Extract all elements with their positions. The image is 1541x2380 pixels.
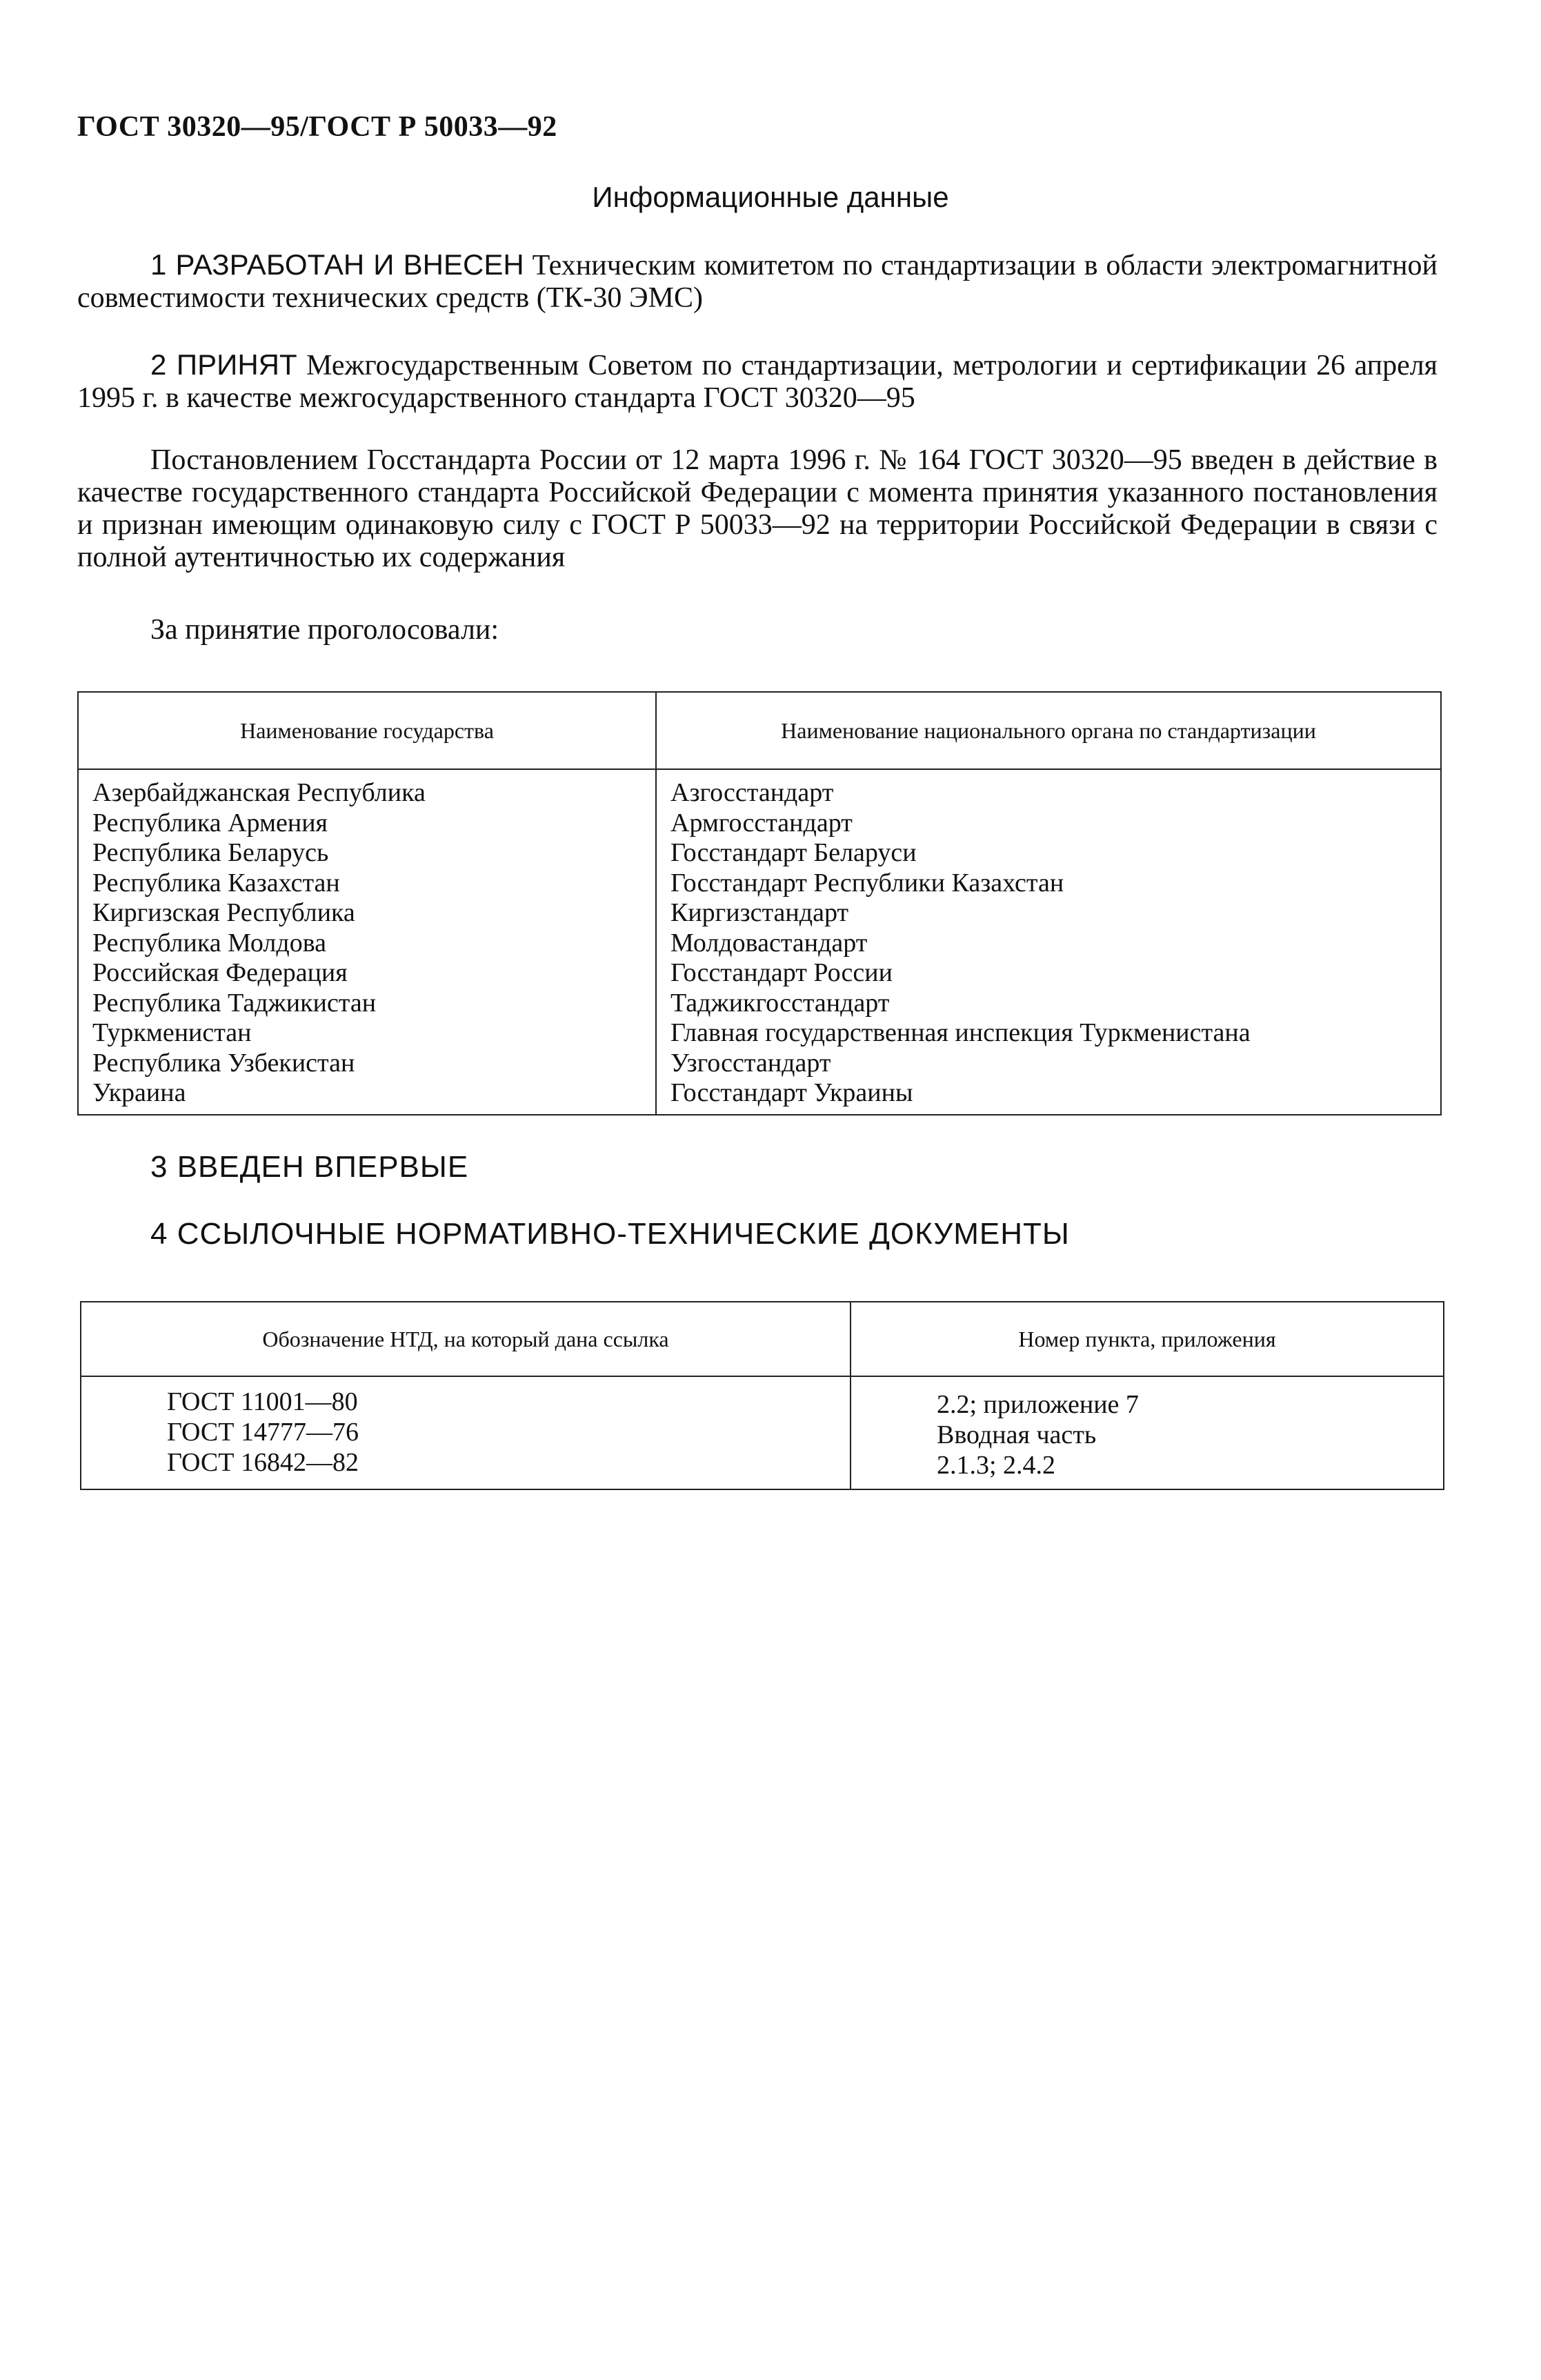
page-header-code: ГОСТ 30320—95/ГОСТ Р 50033—92: [77, 111, 557, 143]
table-row: [81, 1376, 1444, 1489]
paragraph-developed: [77, 248, 1438, 315]
standards-body-name: Армгосстандарт: [670, 808, 853, 837]
state-name: Азербайджанская Республика: [92, 778, 426, 807]
documents-cell: [81, 1376, 851, 1489]
standards-body-name: Узгосстандарт: [670, 1048, 831, 1078]
section-4-heading: 4 ССЫЛОЧНЫЕ НОРМАТИВНО-ТЕХНИЧЕСКИЕ ДОКУМЕНТЫ: [150, 1217, 1070, 1251]
paragraph-text: Техническим комитетом по стандартизации в области электромагнитной совместимости технических средств (ТК-30 ЭМС): [77, 250, 1438, 314]
document-designation: ГОСТ 16842—82: [167, 1448, 359, 1477]
state-name: Республика Казахстан: [92, 868, 340, 898]
table-header-row: [78, 692, 1441, 769]
clause-number: Вводная часть: [937, 1420, 1097, 1449]
references-table: [80, 1301, 1444, 1490]
state-name: Киргизская Республика: [92, 898, 355, 927]
standards-body-name: Госстандарт России: [670, 958, 893, 987]
column-header-body: Наименование национального органа по стандартизации: [656, 692, 1441, 769]
states-cell: [78, 769, 656, 1115]
paragraph-text: Межгосударственным Советом по стандартизации, метрологии и сертификации 26 апреля 1995 г. в качестве межгосударственного стандарта ГОСТ 30320—95: [77, 350, 1438, 414]
section-title: Информационные данные: [592, 181, 949, 213]
bodies-cell: [656, 769, 1441, 1115]
paragraph-lead: 2 ПРИНЯТ: [150, 348, 297, 381]
table-header-row: [81, 1302, 1444, 1376]
standards-body-name: Таджикгосстандарт: [670, 988, 890, 1018]
section-3-heading: 3 ВВЕДЕН ВПЕРВЫЕ: [150, 1150, 469, 1184]
clause-number: 2.2; приложение 7: [937, 1390, 1139, 1419]
clauses-cell: [851, 1376, 1444, 1489]
paragraph-voted: За принятие проголосовали:: [150, 614, 499, 646]
state-name: Туркменистан: [92, 1018, 252, 1047]
standards-body-name: Молдовастандарт: [670, 928, 868, 958]
state-name: Республика Узбекистан: [92, 1048, 355, 1078]
paragraph-resolution: Постановлением Госстандарта России от 12 марта 1996 г. № 164 ГОСТ 30320—95 введен в действие в качестве государственного стандарта Российской Федерации с момента принятия указанного постановления и признан имеющим одинаковую силу с ГОСТ Р 50033—92 на территории Российской Федерации в связи с полной аутентичностью их содержания: [77, 444, 1438, 573]
document-designation: ГОСТ 14777—76: [167, 1418, 359, 1447]
paragraph-lead: 1 РАЗРАБОТАН И ВНЕСЕН: [150, 248, 524, 281]
standards-body-name: Госстандарт Украины: [670, 1078, 913, 1107]
state-name: Республика Беларусь: [92, 838, 329, 867]
standards-body-name: Азгосстандарт: [670, 778, 834, 807]
standards-body-name: Главная государственная инспекция Туркменистана: [670, 1018, 1251, 1047]
standards-body-name: Киргизстандарт: [670, 898, 849, 927]
standards-body-name: Госстандарт Республики Казахстан: [670, 868, 1064, 898]
states-table: [77, 691, 1442, 1115]
paragraph-adopted: [77, 348, 1438, 415]
state-name: Российская Федерация: [92, 958, 348, 987]
state-name: Республика Армения: [92, 808, 328, 837]
clause-number: 2.1.3; 2.4.2: [937, 1451, 1056, 1480]
standards-body-name: Госстандарт Беларуси: [670, 838, 917, 867]
table-row: [78, 769, 1441, 1115]
document-designation: ГОСТ 11001—80: [167, 1387, 358, 1416]
state-name: Республика Молдова: [92, 928, 327, 958]
column-header-document: Обозначение НТД, на который дана ссылка: [81, 1302, 851, 1376]
column-header-clause: Номер пункта, приложения: [851, 1302, 1444, 1376]
state-name: Украина: [92, 1078, 186, 1107]
state-name: Республика Таджикистан: [92, 988, 377, 1018]
column-header-state: Наименование государства: [78, 692, 656, 769]
